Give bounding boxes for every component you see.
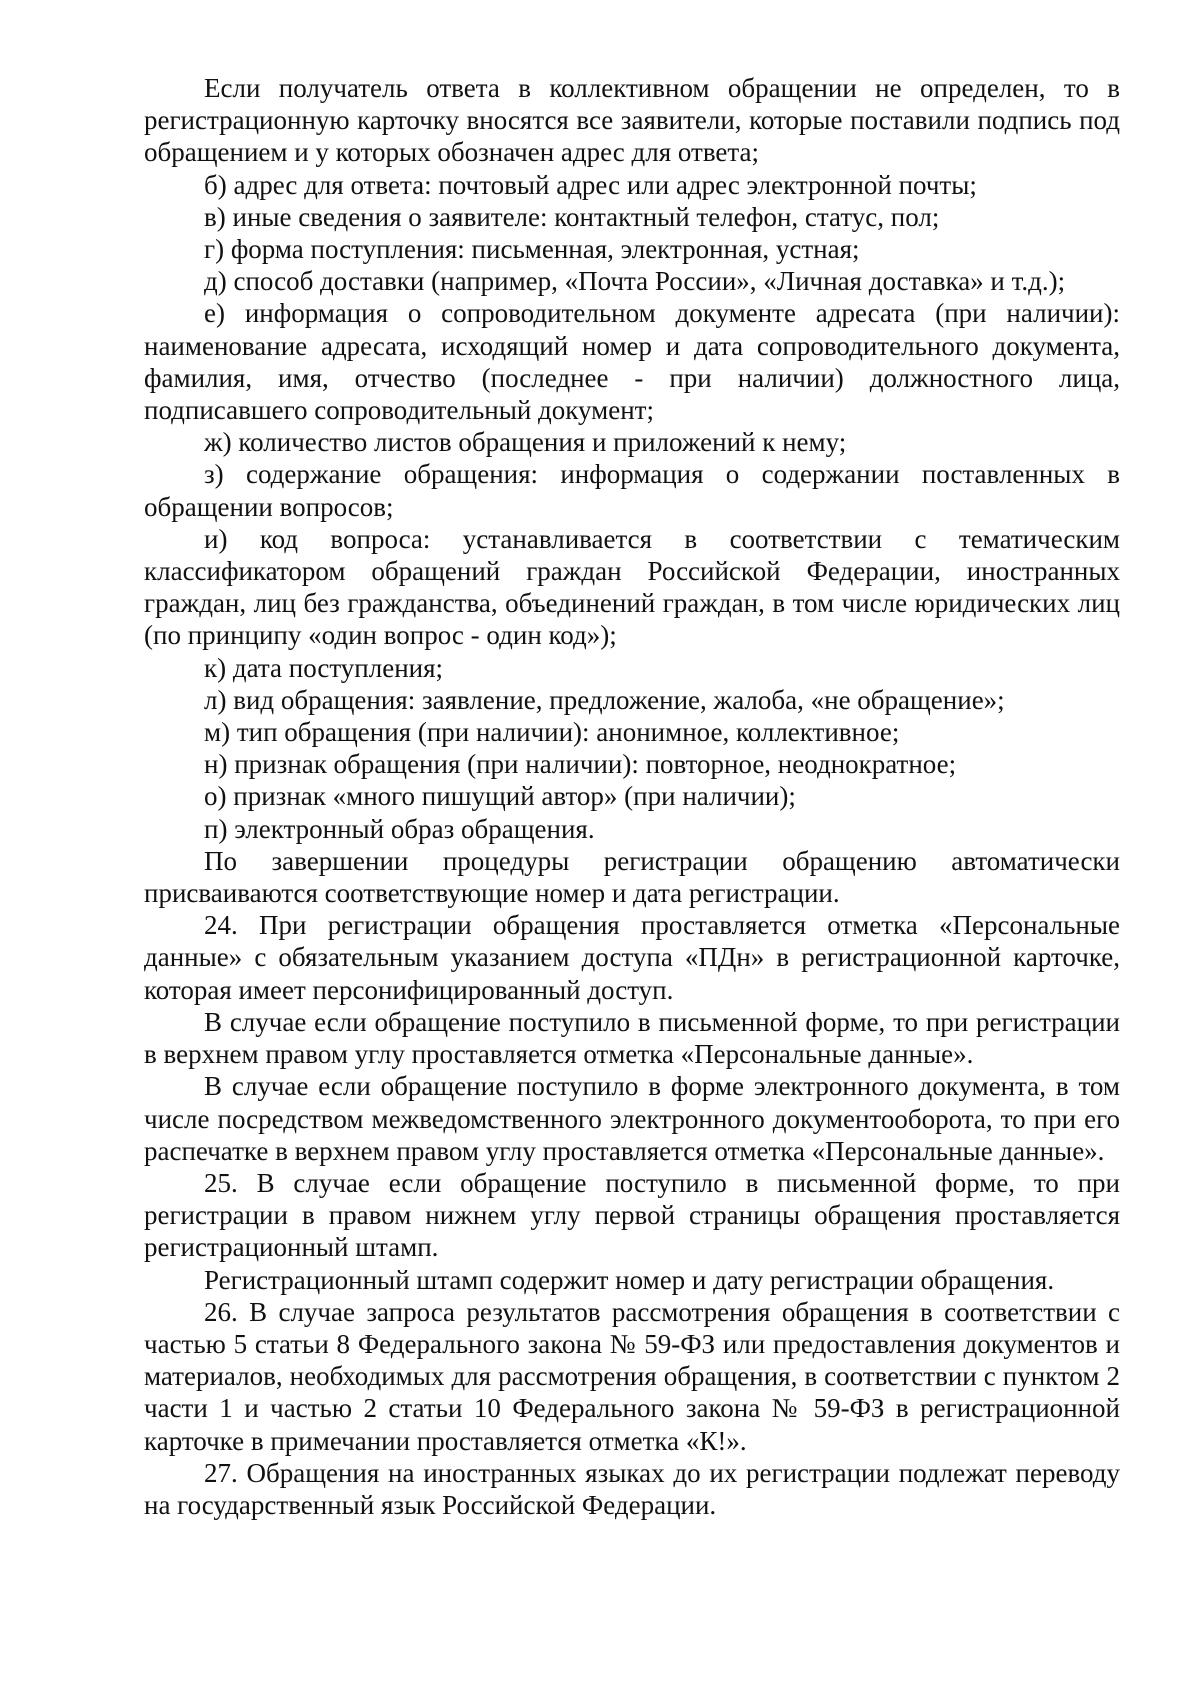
paragraph-registration-complete: По завершении процедуры регистрации обращению автоматически присваиваются соответствующие номер и дата регистрации. (144, 845, 1120, 909)
item-zh-sheet-count: ж) количество листов обращения и приложений к нему; (204, 427, 847, 458)
item-e-cover-document: е) информация о сопроводительном документе адресата (при наличии): наименование адресата, исходящий номер и дата сопроводительного документа, фамилия, имя, отчество (последнее - при наличии) должностного лица, подписавшего сопроводительный документ; (144, 298, 1120, 426)
item-b-reply-address: б) адрес для ответа: почтовый адрес или адрес электронной почты; (204, 169, 977, 200)
paragraph-stamp-contents: Регистрационный штамп содержит номер и дату регистрации обращения. (204, 1264, 1055, 1295)
section-24: 24. При регистрации обращения проставляется отметка «Персональные данные» с обязательным указанием доступа «ПДн» в регистрационной карточке, которая имеет персонифицированный доступ. (144, 910, 1120, 1005)
section-27: 27. Обращения на иностранных языках до их регистрации подлежат переводу на государственный язык Российской Федерации. (144, 1457, 1120, 1520)
item-g-receipt-form: г) форма поступления: письменная, электронная, устная; (204, 234, 860, 265)
paragraph-collective-recipient: Если получатель ответа в коллективном обращении не определен, то в регистрационную карточку вносятся все заявители, которые поставили подпись под обращением и у которых обозначен адрес для ответа; (144, 73, 1120, 168)
item-o-prolific-author: о) признак «много пишущий автор» (при наличии); (204, 781, 796, 812)
item-p-electronic-image: п) электронный образ обращения. (204, 813, 595, 844)
item-z-content: з) содержание обращения: информация о содержании поставленных в обращении вопросов; (144, 459, 1120, 522)
document-page (144, 72, 1120, 1521)
section-26: 26. В случае запроса результатов рассмотрения обращения в соответствии с частью 5 статьи 8 Федерального закона № 59-ФЗ или предоставления документов и материалов, необходимых для рассмотрения обращения, в соответствии с пунктом 2 части 1 и частью 2 статьи 10 Федерального закона № 59-ФЗ в регистрационной карточке в примечании проставляется отметка «К!». (144, 1296, 1120, 1456)
item-v-applicant-info: в) иные сведения о заявителе: контактный телефон, статус, пол; (204, 201, 940, 232)
paragraph-written-form-mark: В случае если обращение поступило в письменной форме, то при регистрации в верхнем правом углу проставляется отметка «Персональные данные». (144, 1006, 1120, 1070)
item-d-delivery-method: д) способ доставки (например, «Почта России», «Личная доставка» и т.д.); (204, 266, 1066, 297)
item-m-appeal-type: м) тип обращения (при наличии): анонимное, коллективное; (204, 717, 900, 748)
item-n-appeal-sign: н) признак обращения (при наличии): повторное, неоднократное; (204, 749, 957, 780)
paragraph-electronic-form-mark: В случае если обращение поступило в форме электронного документа, в том числе посредством межведомственного электронного документооборота, то при его распечатке в верхнем правом углу проставляется отметка «Персональные данные». (144, 1071, 1120, 1166)
item-l-appeal-kind: л) вид обращения: заявление, предложение, жалоба, «не обращение»; (204, 684, 1005, 715)
section-25: 25. В случае если обращение поступило в письменной форме, то при регистрации в правом нижнем углу первой страницы обращения проставляется регистрационный штамп. (144, 1167, 1120, 1263)
item-i-question-code: и) код вопроса: устанавливается в соответствии с тематическим классификатором обращений граждан Российской Федерации, иностранных граждан, лиц без гражданства, объединений граждан, в том числе юридических лиц (по принципу «один вопрос - один код»); (144, 523, 1120, 651)
item-k-receipt-date: к) дата поступления; (204, 652, 444, 683)
